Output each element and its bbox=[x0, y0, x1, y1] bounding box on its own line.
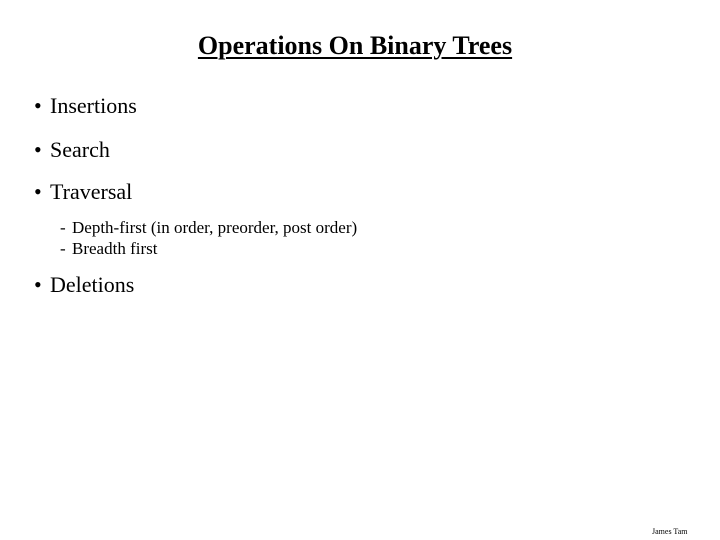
subitem-label: Depth-first (in order, preorder, post order) bbox=[72, 218, 358, 237]
footer-author: James Tam bbox=[652, 527, 688, 536]
slide-title: Operations On Binary Trees bbox=[197, 31, 513, 60]
bullet-label: Search bbox=[50, 137, 110, 162]
bullet-dot: • bbox=[34, 272, 42, 297]
subitem-dash: - bbox=[60, 239, 66, 258]
bullet-dot: • bbox=[34, 137, 42, 162]
bullet-insertions bbox=[34, 93, 137, 119]
bullet-traversal bbox=[34, 179, 132, 205]
subitem-dash: - bbox=[60, 218, 66, 237]
subitem-breadth-first bbox=[60, 239, 157, 259]
bullet-dot: • bbox=[34, 179, 42, 204]
bullet-search bbox=[34, 137, 110, 163]
bullet-dot: • bbox=[34, 93, 42, 118]
bullet-label: Insertions bbox=[50, 93, 137, 118]
bullet-label: Traversal bbox=[50, 179, 133, 204]
subitem-label: Breadth first bbox=[72, 239, 158, 258]
bullet-label: Deletions bbox=[50, 272, 135, 297]
subitem-depth-first bbox=[60, 218, 357, 238]
bullet-deletions bbox=[34, 272, 134, 298]
